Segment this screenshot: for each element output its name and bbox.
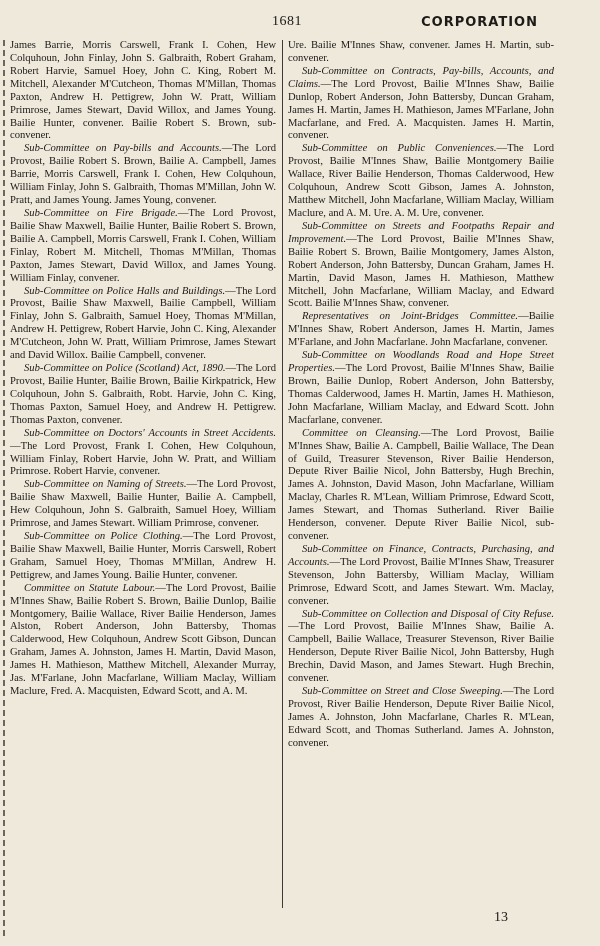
entry-title: Sub-Committee on Public Conveniences. (302, 143, 497, 155)
entry-title: Sub-Committee on Street and Close Sweeping. (302, 686, 503, 698)
entry-text: —The Lord Provost, Bailie M'Innes Shaw, Bailie Robert S. Brown, Bailie Montgomery, James Alston, Robert Anderson, John Battersby, Duncan Graham, James H. Martin, David Mason, James H. Mathieson, Matthew Mitchell, John Macfarlane, William Maclay, and Edward Scott. Bailie M'Innes Shaw, convener. (288, 233, 554, 310)
entry-title: Sub-Committee on Naming of Streets. (24, 479, 187, 491)
committee-entry (10, 208, 276, 286)
right-column (288, 40, 554, 751)
entry-title: Committee on Statute Labour. (24, 582, 156, 594)
entry-title: Sub-Committee on Collection and Disposal of City Refuse. (302, 608, 554, 620)
signature-number: 13 (494, 910, 508, 925)
entry-title: Representatives on Joint-Bridges Committee. (302, 311, 519, 323)
committee-entry (288, 66, 554, 144)
entry-text: —The Lord Provost, Bailie M'Innes Shaw, Bailie Brown, Bailie Dunlop, Robert Anderson, John Battersby, Thomas Calderwood, James H. Martin, James H. Mathieson, John Macfarlane, William Maclay, and Edward Scott. John Macfarlane, convener. (288, 363, 554, 426)
left-column (10, 40, 276, 699)
committee-entry (288, 221, 554, 311)
binding-edge (3, 40, 5, 940)
page-number: 1681 (272, 14, 302, 29)
entry-text: —The Lord Provost, Bailie M'Innes Shaw, Bailie Dunlop, Robert Anderson, John Battersby, Duncan Graham, James H. Martin, James H. Mathieson, James M'Farlane, John Macfarlane, and Fred. A. Macquisten. James H. Martin, convener. (288, 78, 554, 142)
committee-entry (288, 609, 554, 687)
entry-text: —The Lord Provost, Bailie M'Innes Shaw, Bailie A. Campbell, Bailie Wallace, The Dean of Guild, Treasurer Stevenson, River Bailie Henderson, Depute River Bailie Nicol, John Battersby, Hugh Brechin, James A. Johnston, David Mason, John Macfarlane, William Maclay, Charles R. M'Lean, William Primrose, Edward Scott, James Stewart, and Thomas Sutherland. River Bailie Henderson, convener. Depute River Bailie Nicol, sub-convener. (288, 427, 554, 543)
entry-title: Sub-Committee on Woodlands Road and Hope Street Properties. (288, 350, 554, 375)
committee-entry (288, 40, 554, 66)
committee-entry (288, 350, 554, 428)
entry-title: Sub-Committee on Pay-bills and Accounts. (24, 143, 222, 155)
entry-title: Sub-Committee on Police Clothing. (24, 531, 183, 543)
committee-entry (10, 363, 276, 428)
entry-text: —The Lord Provost, Bailie Shaw Maxwell, Bailie Hunter, Bailie A. Campbell, Hew Colquhoun, John S. Galbraith, Samuel Hoey, William Primrose, and James Stewart. William Primrose, convener. (10, 479, 276, 530)
column-divider (282, 40, 283, 908)
committee-entry (10, 40, 276, 143)
entry-text: —The Lord Provost, Bailie M'Innes Shaw, Bailie Montgomery Bailie Wallace, River Bailie Henderson, Thomas Calderwood, Hew Colquhoun, Andrew Scott Gibson, James A. Johnston, Matthew Mitchell, John Macfarlane, William Maclay, William Maclure, and A. M. Ure. A. M. Ure, convener. (288, 143, 554, 219)
committee-entry (288, 143, 554, 221)
committee-entry (10, 143, 276, 208)
committee-entry (10, 583, 276, 699)
entry-text: —Bailie M'Innes Shaw, Robert Anderson, James H. Martin, James M'Farlane, and John Macfarlane. John Macfarlane, convener. (288, 311, 554, 349)
entry-text: James Barrie, Morris Carswell, Frank I. Cohen, Hew Colquhoun, John Finlay, John S. Galbraith, Robert Graham, Robert Harvie, Samuel Hoey, John C. King, Robert M. Mitchell, Alexander M'Cutcheon, Thomas M'Millan, Thomas Paxton, Andrew H. Pettigrew, John W. Pratt, William Primrose, James Stewart, David Willox, and James Young. Bailie Hunter, convener. Bailie Robert S. Brown, sub-convener. (10, 40, 276, 142)
entry-text: —The Lord Provost, Bailie Hunter, Bailie Brown, Bailie Kirkpatrick, Hew Colquhoun, John S. Galbraith, Robt. Harvie, John C. King, Thomas Paxton, Samuel Hoey, and Andrew H. Pettigrew. Thomas Paxton, convener. (10, 363, 276, 426)
entry-text: —The Lord Provost, Bailie Shaw Maxwell, Bailie Hunter, Bailie Robert S. Brown, Bailie A. Campbell, Morris Carswell, Frank I. Cohen, William Finlay, Robert M. Mitchell, Thomas M'Millan, Thomas Paxton, James Stewart, David Willox, and James Young. William Finlay, convener. (10, 207, 277, 284)
entry-text: —The Lord Provost, Bailie M'Innes Shaw, Bailie Robert S. Brown, Bailie Dunlop, Bailie Montgomery, Bailie Wallace, River Bailie Henderson, James Alston, Robert Anderson, John Battersby, Thomas Calderwood, Hew Colquhoun, Andrew Scott Gibson, Duncan Graham, James A. Johnston, James H. Martin, David Mason, James H. Mathieson, Matthew Mitchell, Alexander Murray, Jas. M'Farlane, John Macfarlane, William Maclay, William Maclure, Fred. A. Macquisten, Edward Scott, and A. M. (10, 582, 276, 698)
entry-text: —The Lord Provost, River Bailie Henderson, Depute River Bailie Nicol, James A. Johnston, John Macfarlane, Charles R. M'Lean, Edward Scott, and Thomas Sutherland. James A. Johnston, convener. (288, 686, 554, 749)
entry-text: —The Lord Provost, Bailie M'Innes Shaw, Treasurer Stevenson, John Battersby, William Maclay, William Primrose, Edward Scott, and James Stewart. Wm. Maclay, convener. (288, 556, 554, 607)
committee-entry (288, 428, 554, 544)
committee-entry (10, 479, 276, 531)
committee-entry (10, 428, 276, 480)
entry-title: Sub-Committee on Streets and Footpaths Repair and Improvement. (288, 220, 554, 245)
section-title: CORPORATION (421, 15, 538, 30)
committee-entry (288, 311, 554, 350)
entry-title: Committee on Cleansing. (302, 427, 421, 439)
page-header (0, 14, 600, 36)
entry-title: Sub-Committee on Fire Brigade. (24, 207, 178, 219)
entry-title: Sub-Committee on Doctors' Accounts in Street Accidents. (24, 427, 276, 439)
entry-title: Sub-Committee on Police (Scotland) Act, 1890. (24, 363, 226, 375)
entry-title: Sub-Committee on Contracts, Pay-bills, Accounts, and Claims. (288, 65, 554, 90)
entry-title: Sub-Committee on Police Halls and Buildings. (24, 285, 226, 297)
entry-text: —The Lord Provost, Bailie Shaw Maxwell, Bailie Hunter, Morris Carswell, Robert Graham, Samuel Hoey, Thomas M'Millan, Andrew H. Pettigrew, and James Young. Bailie Hunter, convener. (10, 531, 276, 581)
committee-entry (10, 286, 276, 364)
entry-text: —The Lord Provost, Bailie Robert S. Brown, Bailie A. Campbell, James Barrie, Morris Carswell, Frank I. Cohen, Hew Colquhoun, William Finlay, John S. Galbraith, Thomas M'Millan, John W. Pratt, and James Young. James Young, convener. (10, 143, 276, 207)
entry-text: —The Lord Provost, Bailie Shaw Maxwell, Bailie Campbell, William Finlay, John S. Galbraith, Samuel Hoey, Thomas M'Millan, Andrew H. Pettigrew, Robert Harvie, John C. King, Alexander M'Cutcheon, John W. Pratt, William Primrose, James Stewart and David Willox. Bailie Campbell, convener. (10, 285, 276, 362)
committee-entry (10, 531, 276, 583)
entry-text: Ure. Bailie M'Innes Shaw, convener. James H. Martin, sub-convener. (288, 40, 554, 64)
entry-title: Sub-Committee on Finance, Contracts, Purchasing, and Accounts. (288, 543, 554, 568)
committee-entry (288, 686, 554, 751)
committee-entry (288, 544, 554, 609)
entry-text: —The Lord Provost, Bailie M'Innes Shaw, Bailie A. Campbell, Bailie Wallace, Treasurer Stevenson, River Bailie Henderson, Depute River Bailie Nicol, John Battersby, Hugh Brechin, David Mason, and James Stewart. Hugh Brechin, convener. (288, 621, 554, 685)
entry-text: —The Lord Provost, Frank I. Cohen, Hew Colquhoun, William Finlay, Robert Harvie, John W. Pratt, and William Primrose. Robert Harvie, convener. (10, 440, 276, 478)
